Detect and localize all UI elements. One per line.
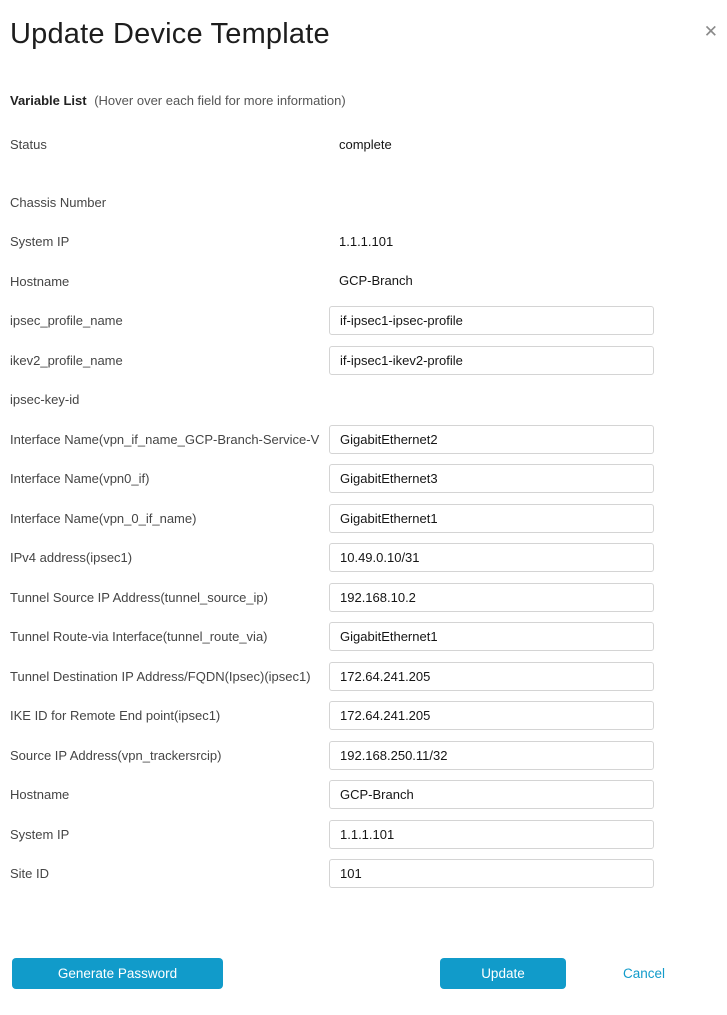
field-value: [329, 583, 727, 612]
field-row: [10, 222, 727, 262]
field-label: Status: [10, 137, 47, 153]
field-label: Interface Name(vpn_if_name_GCP-Branch-Service-V: [10, 431, 320, 447]
field-row: [10, 815, 727, 855]
field-input[interactable]: [329, 859, 654, 888]
field-row: [10, 301, 727, 341]
field-label: Tunnel Source IP Address(tunnel_source_ip): [10, 589, 268, 605]
field-row: [10, 459, 727, 499]
field-static-value: complete: [339, 136, 392, 152]
field-label: System IP: [10, 826, 70, 842]
field-value: [329, 233, 727, 251]
variable-list-title: Variable List: [10, 93, 87, 108]
field-value: [329, 820, 727, 849]
variable-list-header: [10, 93, 727, 108]
field-label: Interface Name(vpn0_if): [10, 471, 150, 487]
dialog-title: Update Device Template: [10, 18, 330, 50]
field-input[interactable]: [329, 306, 654, 335]
field-static-value: GCP-Branch: [339, 273, 413, 289]
field-label: System IP: [10, 234, 70, 250]
field-label: Source IP Address(vpn_trackersrcip): [10, 747, 222, 763]
field-input[interactable]: [329, 780, 654, 809]
field-input[interactable]: [329, 346, 654, 375]
field-value: [329, 272, 727, 290]
field-label: ikev2_profile_name: [10, 352, 123, 368]
field-row: [10, 696, 727, 736]
field-label: ipsec_profile_name: [10, 313, 123, 329]
field-value: [329, 662, 727, 691]
field-value: [329, 859, 727, 888]
field-input[interactable]: [329, 504, 654, 533]
field-row: [10, 617, 727, 657]
field-value: [329, 136, 727, 154]
variable-rows: [10, 125, 727, 894]
variable-list-hint: (Hover over each field for more information): [94, 93, 346, 108]
field-value: [329, 464, 727, 493]
field-row: [10, 736, 727, 776]
field-row: [10, 125, 727, 165]
field-label: Site ID: [10, 866, 50, 882]
field-input[interactable]: [329, 741, 654, 770]
footer-actions: [0, 958, 727, 989]
field-value: [329, 306, 727, 335]
field-value: [329, 346, 727, 375]
field-input[interactable]: [329, 425, 654, 454]
field-label: Tunnel Destination IP Address/FQDN(Ipsec)(ipsec1): [10, 668, 311, 684]
field-value: [329, 780, 727, 809]
field-row: [10, 380, 727, 420]
field-row: [10, 854, 727, 894]
close-icon[interactable]: ✕: [703, 22, 718, 41]
field-label: IPv4 address(ipsec1): [10, 550, 133, 566]
field-label: Interface Name(vpn_0_if_name): [10, 510, 197, 526]
field-input[interactable]: [329, 583, 654, 612]
field-row: [10, 657, 727, 697]
field-input[interactable]: [329, 662, 654, 691]
update-button[interactable]: Update: [440, 958, 566, 989]
field-label: Tunnel Route-via Interface(tunnel_route_via): [10, 629, 268, 645]
field-label: Hostname: [10, 787, 70, 803]
field-input[interactable]: [329, 464, 654, 493]
field-row: [10, 341, 727, 381]
field-value: [329, 741, 727, 770]
field-row: [10, 538, 727, 578]
field-input[interactable]: [329, 820, 654, 849]
field-value: [329, 543, 727, 572]
field-label: Hostname: [10, 273, 70, 289]
field-input[interactable]: [329, 543, 654, 572]
generate-password-button[interactable]: Generate Password: [12, 958, 223, 989]
field-value: [329, 701, 727, 730]
field-row: [10, 775, 727, 815]
field-value: [329, 504, 727, 533]
field-row: [10, 420, 727, 460]
field-value: [329, 425, 727, 454]
field-label: Chassis Number: [10, 194, 107, 210]
field-input[interactable]: [329, 701, 654, 730]
field-row: [10, 183, 727, 223]
field-row: [10, 499, 727, 539]
field-value: [329, 622, 727, 651]
field-label: IKE ID for Remote End point(ipsec1): [10, 708, 221, 724]
field-input[interactable]: [329, 622, 654, 651]
field-static-value: 1.1.1.101: [339, 233, 394, 249]
field-row: [10, 578, 727, 618]
field-row: [10, 262, 727, 302]
cancel-button[interactable]: Cancel: [622, 966, 665, 981]
field-label: ipsec-key-id: [10, 392, 80, 408]
